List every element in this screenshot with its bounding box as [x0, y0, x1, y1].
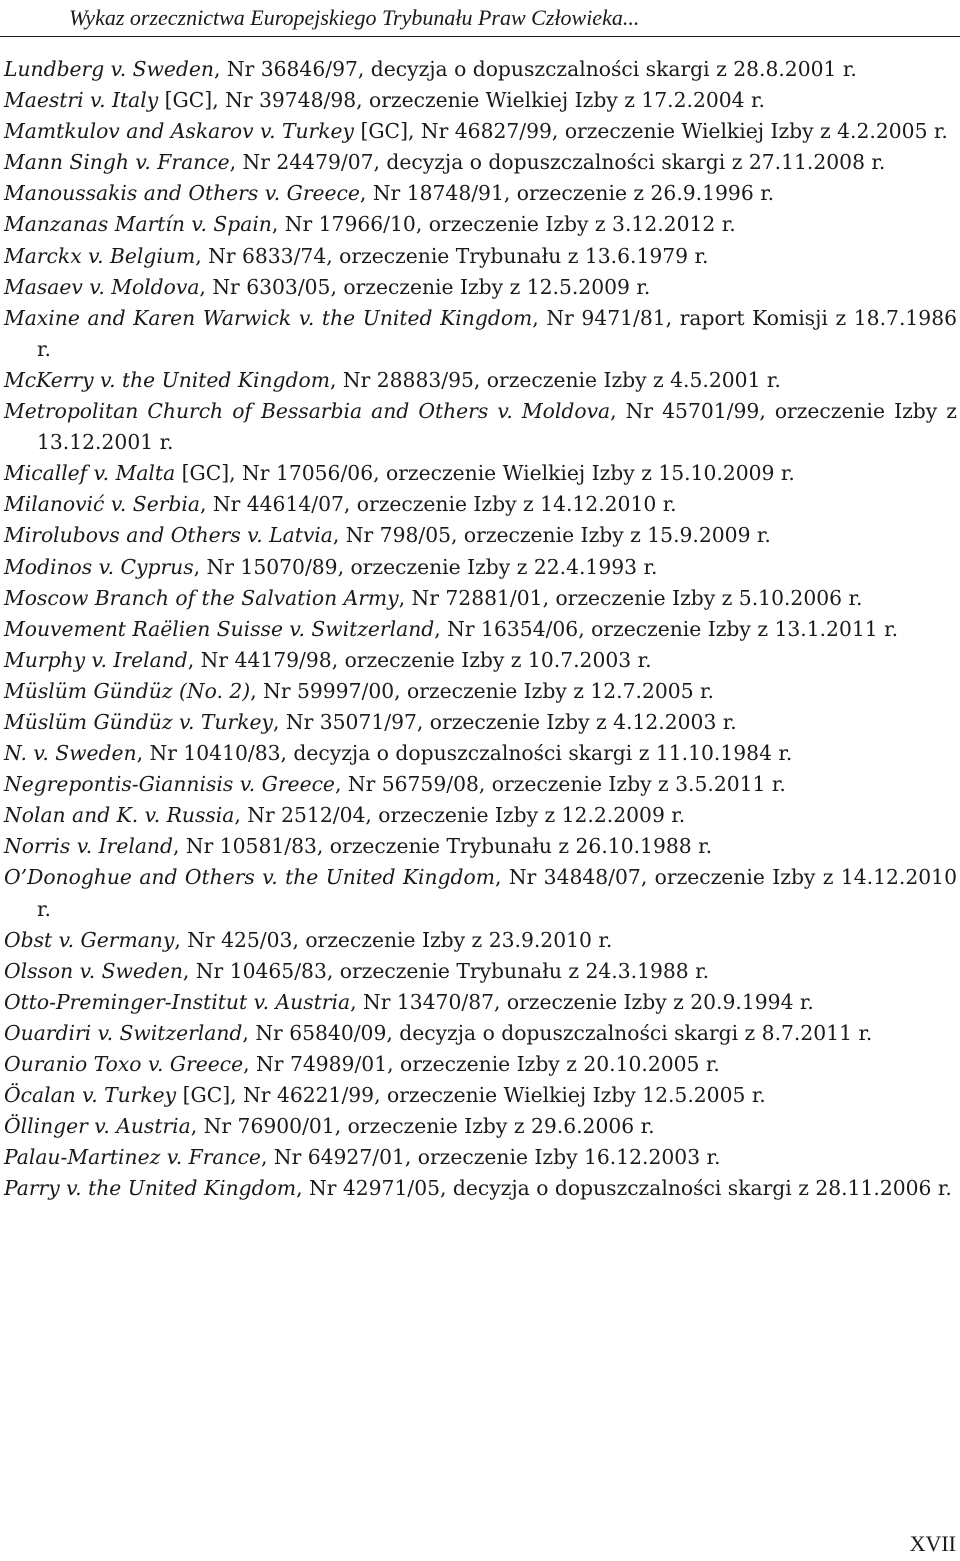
case-entry — [4, 831, 957, 862]
case-details: , Nr 74989/01, orzeczenie Izby z 20.10.2005 r. — [243, 1052, 720, 1076]
header-rule — [0, 36, 960, 37]
case-details: , Nr 798/05, orzeczenie Izby z 15.9.2009 r. — [332, 523, 771, 548]
case-entry — [4, 987, 957, 1018]
case-entry — [4, 676, 957, 707]
case-entry — [4, 1049, 957, 1080]
case-details: , Nr 36846/97, decyzja o dopuszczalności skargi z 28.8.2001 r. — [213, 57, 857, 81]
case-details: , Nr 2512/04, orzeczenie Izby z 12.2.2009 r. — [234, 803, 686, 828]
case-details: , Nr 6833/74, orzeczenie Trybunału z 13.6.1979 r. — [195, 243, 709, 268]
case-details: [GC], Nr 17056/06, orzeczenie Wielkiej Izby z 15.10.2009 r. — [175, 461, 795, 486]
case-details: , Nr 64927/01, orzeczenie Izby 16.12.2003 r. — [260, 1145, 721, 1170]
case-name: McKerry v. the United Kingdom — [4, 367, 330, 392]
case-name: Palau-Martinez v. France — [4, 1145, 261, 1170]
case-details: , Nr 44614/07, orzeczenie Izby z 14.12.2010 r. — [199, 492, 677, 517]
case-name: Metropolitan Church of Bessarbia and Others v. Moldova — [4, 399, 611, 424]
case-details: , Nr 10581/83, orzeczenie Trybunału z 26.10.1988 r. — [172, 834, 713, 859]
case-name: Micallef v. Malta — [4, 461, 176, 486]
case-name: Öllinger v. Austria — [4, 1114, 191, 1139]
case-details: [GC], Nr 46827/99, orzeczenie Wielkiej Izby z 4.2.2005 r. — [354, 119, 948, 144]
case-entry — [4, 458, 957, 489]
case-details: , Nr 44179/98, orzeczenie Izby z 10.7.2003 r. — [187, 647, 652, 672]
case-entry — [4, 583, 957, 614]
case-name: Obst v. Germany — [4, 927, 175, 952]
case-entry — [4, 520, 957, 551]
case-details: , Nr 10465/83, orzeczenie Trybunału z 24.3.1988 r. — [182, 958, 710, 983]
case-entry — [4, 925, 957, 956]
case-details: , Nr 72881/01, orzeczenie Izby z 5.10.2006 r. — [398, 585, 863, 610]
case-entry — [4, 1111, 957, 1142]
case-details: , Nr 56759/08, orzeczenie Izby z 3.5.2011 r. — [334, 772, 786, 797]
case-name: Öcalan v. Turkey — [4, 1083, 177, 1108]
case-name: Manzanas Martín v. Spain — [4, 212, 272, 237]
case-name: Otto-Preminger-Institut v. Austria — [4, 989, 351, 1014]
case-details: [GC], Nr 46221/99, orzeczenie Wielkiej Izby 12.5.2005 r. — [176, 1083, 766, 1108]
case-name: Masaev v. Moldova — [4, 274, 200, 299]
case-entry — [4, 303, 957, 365]
case-name: Ouranio Toxo v. Greece — [4, 1052, 244, 1076]
case-entry — [4, 1018, 957, 1049]
case-details: , Nr 13470/87, orzeczenie Izby z 20.9.1994 r. — [350, 989, 814, 1014]
case-entry — [4, 1173, 957, 1204]
case-entry — [4, 1080, 957, 1111]
case-name: Mouvement Raëlien Suisse v. Switzerland — [4, 616, 435, 641]
case-details: , Nr 45701/99, orzeczenie Izby z 13.12.2001 r. — [37, 399, 957, 455]
case-details: , Nr 76900/01, orzeczenie Izby z 29.6.2006 r. — [190, 1114, 655, 1139]
case-name: Müslüm Gündüz v. Turkey — [4, 709, 273, 734]
case-list — [4, 54, 957, 1204]
case-entry — [4, 800, 957, 831]
case-name: Manoussakis and Others v. Greece — [4, 181, 360, 206]
case-details: , Nr 42971/05, decyzja o dopuszczalności skargi z 28.11.2006 r. — [296, 1176, 952, 1201]
case-entry — [4, 396, 957, 458]
case-name: Maxine and Karen Warwick v. the United Kingdom — [4, 305, 533, 330]
case-name: Mamtkulov and Askarov v. Turkey — [4, 119, 354, 144]
case-entry — [4, 489, 957, 520]
case-entry — [4, 54, 957, 85]
case-name: Moscow Branch of the Salvation Army — [4, 585, 399, 610]
case-entry — [4, 738, 957, 769]
case-name: O’Donoghue and Others v. the United Kingdom — [4, 865, 495, 890]
case-name: Müslüm Gündüz (No. 2) — [4, 678, 251, 703]
case-name: Norris v. Ireland — [4, 834, 173, 859]
case-entry — [4, 862, 957, 924]
case-entry — [4, 365, 957, 396]
case-details: , Nr 10410/83, decyzja o dopuszczalności skargi z 11.10.1984 r. — [136, 741, 793, 766]
case-details: , Nr 18748/91, orzeczenie z 26.9.1996 r. — [359, 181, 775, 206]
case-name: Murphy v. Ireland — [4, 647, 188, 672]
case-name: Negrepontis-Giannisis v. Greece — [4, 772, 335, 797]
case-entry — [4, 178, 957, 209]
case-details: , Nr 24479/07, decyzja o dopuszczalności skargi z 27.11.2008 r. — [229, 150, 886, 175]
case-entry — [4, 116, 957, 147]
case-entry — [4, 241, 957, 272]
case-name: Ouardiri v. Switzerland — [4, 1020, 243, 1045]
case-details: , Nr 15070/89, orzeczenie Izby z 22.4.1993 r. — [193, 554, 658, 579]
case-name: Olsson v. Sweden — [4, 958, 183, 983]
case-name: Maestri v. Italy — [4, 88, 159, 113]
case-details: , Nr 6303/05, orzeczenie Izby z 12.5.2009 r. — [199, 274, 651, 299]
case-details: , Nr 59997/00, orzeczenie Izby z 12.7.2005 r. — [250, 678, 714, 703]
case-details: , Nr 16354/06, orzeczenie Izby z 13.1.2011 r. — [434, 616, 899, 641]
case-details: , Nr 17966/10, orzeczenie Izby z 3.12.2012 r. — [271, 212, 736, 237]
case-name: Lundberg v. Sweden — [4, 57, 214, 81]
case-name: Mirolubovs and Others v. Latvia — [4, 523, 333, 548]
case-entry — [4, 209, 957, 240]
case-name: Marckx v. Belgium — [4, 243, 196, 268]
case-details: , Nr 28883/95, orzeczenie Izby z 4.5.2001 r. — [329, 367, 781, 392]
case-entry — [4, 147, 957, 178]
case-entry — [4, 552, 957, 583]
case-name: Parry v. the United Kingdom — [4, 1176, 297, 1201]
case-name: Nolan and K. v. Russia — [4, 803, 235, 828]
case-details: , Nr 425/03, orzeczenie Izby z 23.9.2010 r. — [174, 927, 613, 952]
case-details: , Nr 9471/81, raport Komisji z 18.7.1986 r. — [37, 305, 957, 361]
case-entry — [4, 272, 957, 303]
case-entry — [4, 85, 957, 116]
running-header: Wykaz orzecznictwa Europejskiego Trybunału Praw Człowieka... — [69, 5, 640, 30]
case-entry — [4, 956, 957, 987]
case-entry — [4, 614, 957, 645]
case-name: N. v. Sweden — [4, 741, 137, 766]
case-details: , Nr 35071/97, orzeczenie Izby z 4.12.2003 r. — [272, 709, 737, 734]
case-entry — [4, 769, 957, 800]
case-name: Milanović v. Serbia — [4, 492, 200, 517]
case-entry — [4, 1142, 957, 1173]
case-details: [GC], Nr 39748/98, orzeczenie Wielkiej Izby z 17.2.2004 r. — [158, 88, 765, 113]
case-name: Modinos v. Cyprus — [4, 554, 194, 579]
case-entry — [4, 645, 957, 676]
page-number: XVII — [909, 1531, 956, 1556]
case-name: Mann Singh v. France — [4, 150, 230, 175]
case-details: , Nr 34848/07, orzeczenie Izby z 14.12.2010 r. — [37, 865, 957, 921]
case-details: , Nr 65840/09, decyzja o dopuszczalności skargi z 8.7.2011 r. — [242, 1020, 873, 1045]
case-entry — [4, 707, 957, 738]
